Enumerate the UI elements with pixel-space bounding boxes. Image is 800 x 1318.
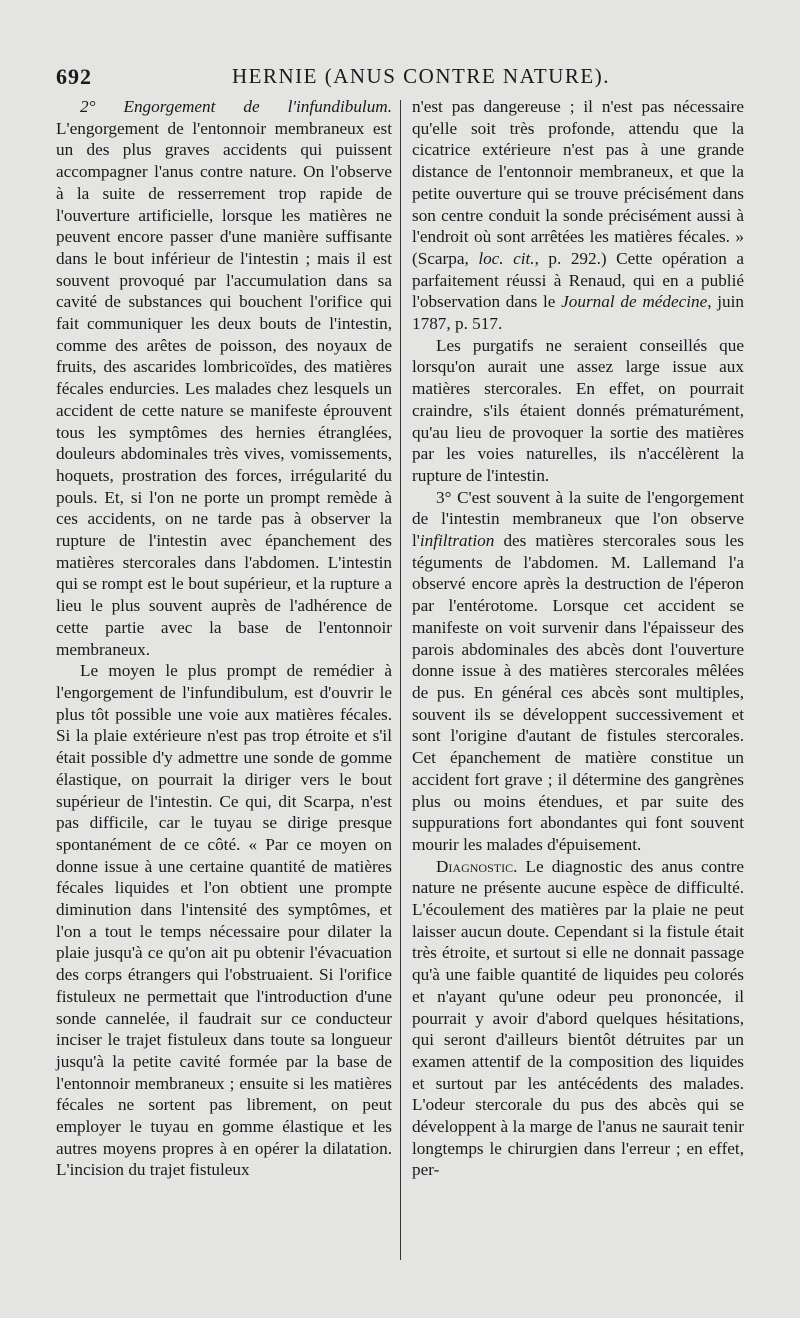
paragraph-text: , juin 1787, p. 517. bbox=[412, 292, 744, 334]
citation: loc. cit. bbox=[478, 248, 535, 268]
section-lead: 2° Engorgement de l'infundibulum. bbox=[80, 97, 392, 116]
paragraph-text: Le diagnostic des anus contre nature ne présente aucune espèce de difficulté. L'écoulement des matières par la plaie ne peut laisser aucun doute. Cependant si la fistule était très étroite, et surtout si elle ne donnait passage qu'à une faible quantité de liquides peu colorés et n'ayant qu'une odeur peu prononcée, il pourrait y avoir d'abord quelques hésitations, qui seront d'ailleurs bientôt détruites par un examen attentif de la composition des liquides et surtout par les antécédents des malades. L'odeur stercorale du pus des abcès qui se développent à la marge de l'anus ne saurait tenir longtemps le chirurgien dans l'erreur ; en effet, per- bbox=[412, 856, 744, 1180]
paragraph-purgatifs bbox=[412, 335, 744, 487]
paragraph-text: 3° C'est souvent à la suite de l'engorgement de l'intestin membraneux que l'on observe l' bbox=[412, 487, 744, 551]
paragraph-infiltration bbox=[412, 487, 744, 856]
section-lead: Diagnostic. bbox=[436, 856, 518, 876]
paragraph-diagnostic bbox=[412, 856, 744, 1182]
paragraph-text: des matières stercorales sous les téguments de l'abdomen. M. Lallemand l'a observé encore après la destruction de l'éperon par l'entérotome. Lorsque cet accident se manifeste on voit survenir dans l'épaisseur des parois abdominales des abcès dont l'ouverture donne issue à des matières stercorales mêlées de pus. En général ces abcès sont multiples, souvent ils se développent successivement et sont l'origine d'autant de fistules stercorales. Cet épanchement de matière constitue un accident fort grave ; il détermine des gangrènes plus ou moins étendues, et par suite des suppurations fort abondantes qui font souvent mourir les malades d'épuisement. bbox=[412, 531, 744, 854]
page-header bbox=[56, 64, 746, 94]
paragraph-text: n'est pas dangereuse ; il n'est pas nécessaire qu'elle soit très profonde, attendu que la cicatrice extérieure n'est pas à une grande distance de l'entonnoir membraneux, et que la petite ouverture qui se trouve précisément dans son centre conduit la sonde précisément aussi à l'endroit où sont arrêtées les matières fécales. » (Scarpa, bbox=[412, 97, 744, 268]
italic-term: infiltration bbox=[419, 531, 495, 551]
journal-title: Journal de médecine bbox=[561, 292, 708, 312]
running-title: HERNIE (ANUS CONTRE NATURE). bbox=[232, 64, 610, 88]
paragraph-text: Le moyen le plus prompt de remédier à l'engorgement de l'infundibulum, est d'ouvrir le plus tôt possible une voie aux matières fécales. Si la plaie extérieure n'est pas trop étroite et s'il était possible d'y admettre une sonde de gomme élastique, on pourrait la diriger vers le bout supérieur de l'intestin. Ce qui, dit Scarpa, n'est pas difficile, car le tuyau se dirige presque spontanément de ce côté. « Par ce moyen on donne issue à une certaine quantité de matières fécales liquides et l'on obtient une prompte diminution dans l'intensité des symptômes, et l'on a tout le temps nécessaire pour dilater la plaie jusqu'à ce qu'on ait pu obtenir l'évacuation des corps étrangers qui l'obstruaient. Si l'orifice fistuleux ne permettait que l'introduction d'une sonde cannelée, il faudrait sur ce conducteur inciser le trajet fistuleux dans toute sa longueur jusqu'à la petite cavité formée par la base de l'entonnoir membraneux ; ensuite si les matières fécales ne sortent pas librement, on peut employer le tuyau en gomme élastique et les autres moyens propres à en opérer la dilatation. L'incision du trajet fistuleux bbox=[56, 661, 392, 1180]
paragraph-remedy bbox=[56, 660, 392, 1181]
paragraph-continuation bbox=[412, 96, 744, 335]
left-column bbox=[56, 96, 392, 1181]
paragraph-text: Les purgatifs ne seraient conseillés que lorsqu'on aurait une assez large issue aux matières stercorales. En effet, on pourrait craindre, s'ils étaient donnés prématurément, qu'au lieu de provoquer la sortie des matières par les voies naturelles, ils n'accélèrent la rupture de l'intestin. bbox=[412, 335, 744, 485]
paragraph-text: , p. 292.) Cette opération a parfaitement réussi à Renaud, qui en a publié l'observation dans le bbox=[412, 248, 744, 312]
page-number: 692 bbox=[56, 64, 92, 89]
paragraph-text: L'engorgement de l'entonnoir membraneux est un des plus graves accidents qui puissent accompagner l'anus contre nature. On l'observe à la suite de resserrement trop rapide de l'ouverture artificielle, lorsque les matières ne peuvent encore passer d'une manière suffisante dans le bout inférieur de l'intestin ; mais il est souvent provoqué par l'accumulation dans sa cavité de substances qui bouchent l'orifice qui fait communiquer les deux bouts de l'intestin, comme des arêtes de poisson, des noyaux de fruits, des ascarides lombricoïdes, des matières fécales endurcies. Les malades chez lesquels un accident de cette nature se manifeste éprouvent tous les symptômes des hernies étranglées, douleurs abdominales très vives, vomissements, hoquets, prostration des forces, irrégularité du pouls. Et, si l'on ne porte un prompt remède à ces accidents, on ne tarde pas à observer la rupture de l'intestin avec épanchement des matières stercorales dans l'abdomen. L'intestin qui se rompt est le bout supérieur, et la rupture a lieu le plus souvent auprès de l'adhérence de cette partie avec la base de l'entonnoir membraneux. bbox=[56, 118, 392, 659]
column-divider bbox=[400, 100, 401, 1260]
right-column bbox=[412, 96, 744, 1181]
paragraph-engorgement bbox=[56, 96, 392, 660]
